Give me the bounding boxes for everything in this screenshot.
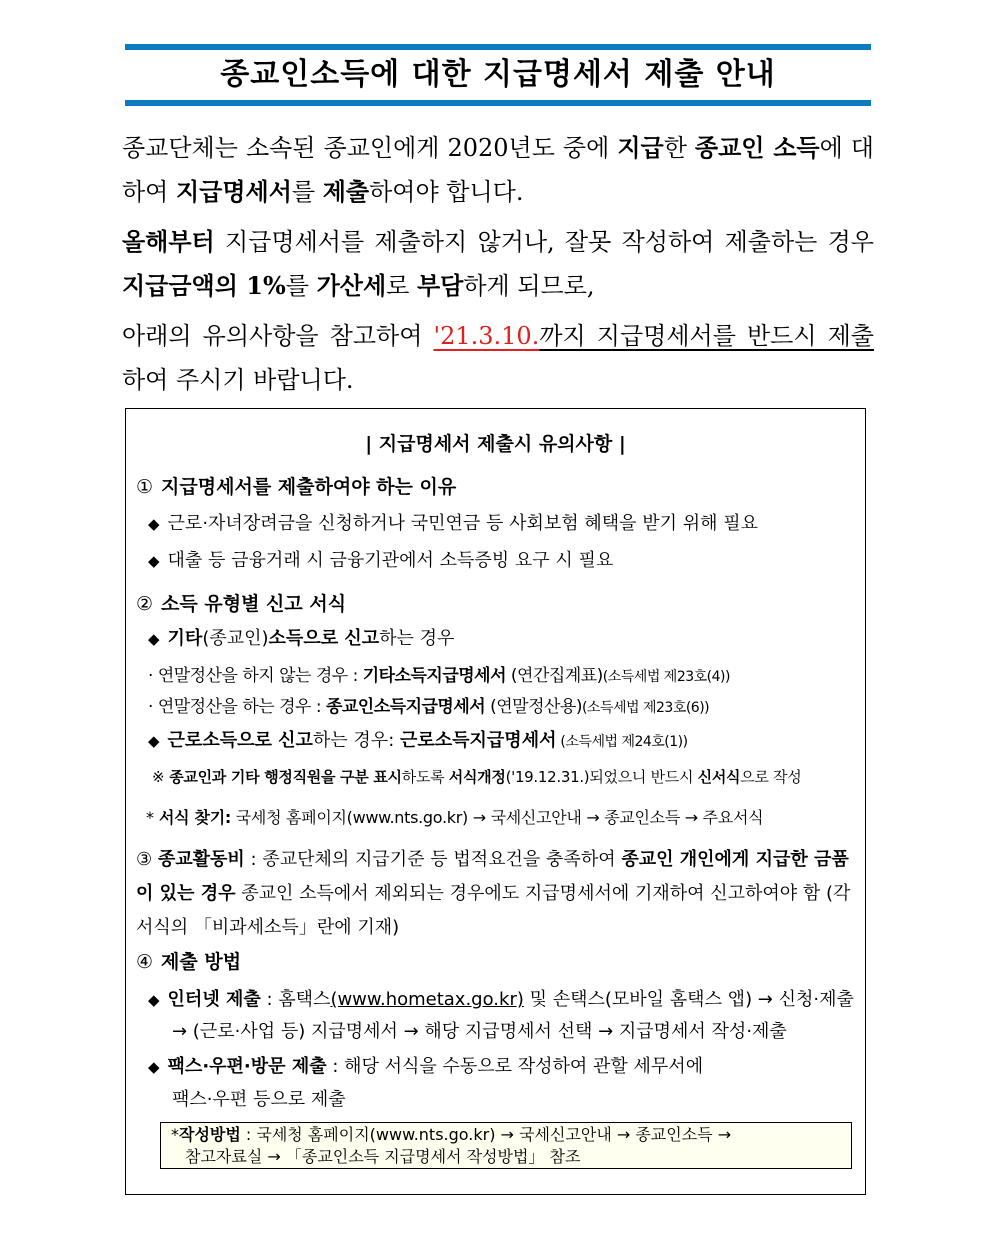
emphasis: 부담 xyxy=(417,271,464,300)
text: : 종교단체의 지급기준 등 법적요건을 충족하여 xyxy=(244,849,622,870)
emphasis: 종교인과 기타 행정직원을 구분 표시 xyxy=(164,768,402,786)
text: (연말정산용) xyxy=(485,697,582,717)
diamond-bullet-icon: ◆ xyxy=(148,552,160,570)
text: 하는 경우 xyxy=(379,628,455,649)
writing-guide-box xyxy=(160,1122,852,1169)
emphasis: 종교활동비 xyxy=(157,849,245,870)
asterisk-icon: * xyxy=(146,808,154,827)
text: 지급명세서를 제출하지 않거나, 잘못 작성하여 제출하는 경우 xyxy=(214,228,874,256)
notice-heading: | 지급명세서 제출시 유의사항 | xyxy=(365,433,626,455)
text: 및 손택스(모바일 홈택스 앱) → 신청·제출 xyxy=(523,989,854,1010)
emphasis: 지급 xyxy=(617,133,664,162)
emphasis: 가산세 xyxy=(316,271,387,300)
text: (연간집계표) xyxy=(506,666,603,686)
circled-number-1: ① xyxy=(136,476,154,498)
section-2-item-settlement xyxy=(148,692,709,717)
diamond-bullet-icon: ◆ xyxy=(148,630,160,648)
dot-bullet-icon: · xyxy=(148,666,158,686)
emphasis: 올해부터 xyxy=(122,227,215,256)
text: 하여 주시기 바랍니다. xyxy=(122,366,354,394)
law-reference: (소득세법 제23호(6)) xyxy=(581,700,710,716)
section-3 xyxy=(136,843,861,945)
emphasis: 종교인 개인에게 지급한 금품이 있는 경우 xyxy=(136,849,849,904)
emphasis: 인터넷 제출 xyxy=(167,989,261,1010)
section-4-fax-submission xyxy=(148,1052,703,1078)
asterisk-icon: * xyxy=(171,1125,179,1144)
intro-paragraph-1 xyxy=(122,126,874,214)
emphasis: 팩스·우편·방문 제출 xyxy=(167,1056,327,1077)
text: 로 xyxy=(386,272,417,300)
text: (종교인) xyxy=(202,628,269,649)
section-title: 지급명세서를 제출하여야 하는 이유 xyxy=(161,476,457,498)
diamond-bullet-icon: ◆ xyxy=(148,1058,160,1076)
hometax-link[interactable]: (www.hometax.go.kr) xyxy=(330,989,524,1010)
text: 하는 경우: xyxy=(312,730,400,751)
text: ('19.12.31.)되었으니 반드시 xyxy=(505,768,698,786)
emphasis: 작성방법 xyxy=(179,1125,241,1144)
section-4-internet-steps: → (근로·사업 등) 지급명세서 → 해당 지급명세서 선택 → 지급명세서 작성·제출 xyxy=(172,1021,787,1042)
form-name: 기타소득지급명세서 xyxy=(362,666,507,686)
emphasis: 지급명세서 xyxy=(176,177,292,206)
text: 종교단체는 소속된 종교인에게 2020년도 중에 xyxy=(122,134,618,162)
diamond-bullet-icon: ◆ xyxy=(148,732,160,750)
text: 하게 되므로, xyxy=(463,272,595,300)
text: 연말정산을 하지 않는 경우 : xyxy=(157,666,363,686)
emphasis: 근로소득으로 신고 xyxy=(167,730,313,751)
diamond-bullet-icon: ◆ xyxy=(148,515,160,533)
text: 종교인 소득에서 제외되는 경우에도 지급명세서에 기재하여 신고하여야 함 (각 서식의 「비과세소득」란에 기재) xyxy=(136,883,851,938)
intro-paragraph-3 xyxy=(122,314,874,402)
form-name: 근로소득지급명세서 xyxy=(399,730,557,751)
section-4-fax-continued: 팩스·우편 등으로 제출 xyxy=(172,1089,346,1110)
law-reference: (소득세법 제24호(1)) xyxy=(556,734,688,750)
section-title: 제출 방법 xyxy=(161,951,242,973)
emphasis: 기타 xyxy=(167,628,203,649)
text: 으로 작성 xyxy=(740,768,802,786)
reference-mark-icon: ※ xyxy=(152,768,165,786)
circled-number-2: ② xyxy=(136,593,154,615)
text: 한 xyxy=(663,134,695,162)
guide-line-1 xyxy=(171,1124,841,1146)
underlined-instruction: 까지 지급명세서를 반드시 제출 xyxy=(539,322,874,350)
section-2-bullet-earned-income xyxy=(148,726,688,752)
title-block xyxy=(125,44,871,106)
dot-bullet-icon: · xyxy=(148,697,158,717)
text: 를 xyxy=(285,272,317,300)
text: 하여야 합니다. xyxy=(369,178,524,206)
section-2-item-no-settlement xyxy=(148,661,730,686)
text: 연말정산을 하는 경우 : xyxy=(157,697,326,717)
emphasis: 지급금액의 1% xyxy=(122,271,286,300)
intro-paragraph-2 xyxy=(122,220,874,308)
deadline-date: '21.3.10. xyxy=(433,322,540,350)
guide-line-2: 참고자료실 → 「종교인소득 지급명세서 작성방법」 참조 xyxy=(185,1147,581,1166)
diamond-bullet-icon: ◆ xyxy=(148,991,160,1009)
text: 하도록 xyxy=(401,768,449,786)
text: 아래의 유의사항을 참고하여 xyxy=(122,322,434,350)
form-finder-note xyxy=(146,805,763,828)
section-4-title xyxy=(136,947,241,974)
text: 국세청 홈페이지(www.nts.go.kr) → 국세신고안내 → 종교인소득 → 주요서식 xyxy=(230,808,764,827)
title-bottom-bar xyxy=(125,100,871,106)
section-1-title xyxy=(136,472,456,499)
text: 에 대하여 xyxy=(122,134,874,206)
section-4-internet-submission xyxy=(148,985,854,1011)
emphasis: 신서식 xyxy=(697,768,741,786)
text: : 홈택스 xyxy=(260,989,331,1010)
emphasis: 소득으로 신고 xyxy=(268,628,380,649)
text: : 해당 서식을 수동으로 작성하여 관할 세무서에 xyxy=(326,1056,704,1077)
section-2-bullet-other-income xyxy=(148,624,454,650)
bullet-text: 근로·자녀장려금을 신청하거나 국민연금 등 사회보험 혜택을 받기 위해 필요 xyxy=(167,513,759,534)
emphasis: 제출 xyxy=(322,177,370,206)
emphasis: 서식 찾기: xyxy=(153,808,231,827)
notice-box xyxy=(125,408,866,1195)
circled-number-3: ③ xyxy=(136,849,153,870)
section-2-title xyxy=(136,589,346,616)
section-title: 소득 유형별 신고 서식 xyxy=(161,593,347,615)
text: : 국세청 홈페이지(www.nts.go.kr) → 국세신고안내 → 종교인소득 → xyxy=(240,1125,732,1144)
form-name: 종교인소득지급명세서 xyxy=(325,697,486,717)
text: 를 xyxy=(291,178,323,206)
emphasis: 종교인 소득 xyxy=(694,133,820,162)
form-revision-note xyxy=(152,766,801,787)
page-title: 종교인소득에 대한 지급명세서 제출 안내 xyxy=(220,57,776,92)
section-1-bullet-2 xyxy=(148,546,613,572)
emphasis: 서식개정 xyxy=(448,768,506,786)
section-1-bullet-1 xyxy=(148,509,758,535)
circled-number-4: ④ xyxy=(136,951,154,973)
bullet-text: 대출 등 금융거래 시 금융기관에서 소득증빙 요구 시 필요 xyxy=(167,550,614,571)
law-reference: (소득세법 제23호(4)) xyxy=(602,669,730,685)
